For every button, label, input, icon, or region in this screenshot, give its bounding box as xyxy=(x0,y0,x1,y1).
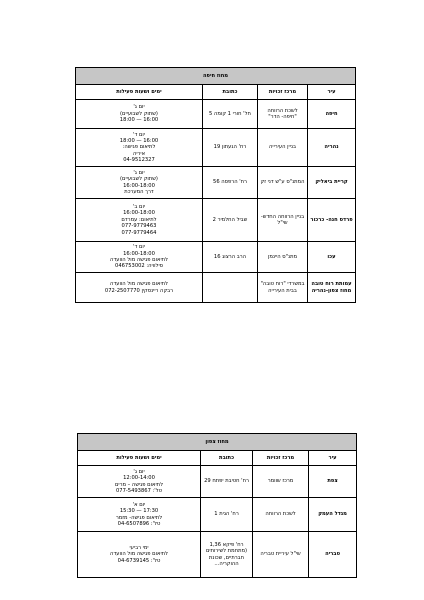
cell-address: הרב הרצוג 16 xyxy=(203,242,258,273)
cell-address: שביל החלמיר 2 xyxy=(203,199,258,242)
cell-address xyxy=(203,273,258,303)
cell-hours: יום ב' 16:00-18:00 לתיאום: עמרדם 077-9779463 077-9779464 xyxy=(76,199,203,242)
col-header-center: מרכז זכויות xyxy=(258,85,308,100)
cell-address: רח' חטיבת יפתח 29 xyxy=(201,466,253,498)
col-header-hours: ימים ושעות פעילות xyxy=(76,85,203,100)
cell-address: רח' הרפסה 56 xyxy=(203,167,258,199)
table-row xyxy=(76,167,356,199)
cell-center: שי"ל עיריית טבריה xyxy=(253,532,309,578)
cell-city: טבריה xyxy=(309,532,357,578)
cell-city: מגדל העמק xyxy=(309,498,357,532)
col-header-address: כתובת xyxy=(201,451,253,466)
north-district-table xyxy=(77,433,357,578)
col-header-hours: ימים ושעות פעילות xyxy=(78,451,201,466)
cell-hours: יום ג' (שתוק לשבועיים) 16:00 — 18:00 xyxy=(76,100,203,129)
cell-city: עמותת רוח טובה מחוז צפון-נהריה xyxy=(308,273,356,303)
table-row xyxy=(76,242,356,273)
table-row xyxy=(78,532,357,578)
table-row xyxy=(76,129,356,167)
cell-address: חל' חורי 1 קומה 5 xyxy=(203,100,258,129)
cell-city: צפת xyxy=(309,466,357,498)
table-row xyxy=(78,466,357,498)
cell-hours: יום א' 17:30 — 15:30 לתיאום פגישה- מזמר טל': 04-6507896 xyxy=(78,498,201,532)
cell-city: פרדס חנה- כרכור xyxy=(308,199,356,242)
cell-center: מרכז שוומר xyxy=(253,466,309,498)
cell-hours: יום ד' 16:00 — 18:00 לתיאום פגישה: איריה 04-9512327 xyxy=(76,129,203,167)
table-row xyxy=(78,498,357,532)
cell-address: רח' הגעתון 19 xyxy=(203,129,258,167)
cell-hours: יום ג' (שתוק לשבועיים) 16:00-18:00 דרך המערכת xyxy=(76,167,203,199)
cell-city: עכו xyxy=(308,242,356,273)
cell-address: רח' פיקא 1,36 (מתחמת לשירותים חברתיים, שכונת ההוקריה... xyxy=(201,532,253,578)
table-row xyxy=(76,273,356,303)
col-header-city: עיר xyxy=(308,85,356,100)
cell-hours: לתיאום פגישה מול הוועדה רבקה ריינסקין 072-2507770 xyxy=(76,273,203,303)
col-header-center: מרכז זכויות xyxy=(253,451,309,466)
cell-center: מתנ"ס היינמן xyxy=(258,242,308,273)
haifa-district-table xyxy=(75,67,356,303)
cell-city: קריית ביאליק xyxy=(308,167,356,199)
cell-center: המתנ"ס ע"ש דני זק xyxy=(258,167,308,199)
table-title: מחוז חיפה xyxy=(76,68,356,85)
cell-center: בניין הרווחה החדש- שי"ל xyxy=(258,199,308,242)
cell-center: לשכת הרווחה "חיפה- הדר" xyxy=(258,100,308,129)
cell-hours: ימי רביעי לתיאום פגישה מול הוועדה טל': 04-6739145 xyxy=(78,532,201,578)
table-row xyxy=(76,100,356,129)
table-row xyxy=(76,199,356,242)
cell-center: בניין העירייה xyxy=(258,129,308,167)
cell-hours: יום ד' 16:00-18:00 לתיאום פגישה מול הוועדה סילוויה: 046753002 xyxy=(76,242,203,273)
cell-center: במשרדי "רוח טובה" בבית העירייה xyxy=(258,273,308,303)
cell-address: רח' הגית 1 xyxy=(201,498,253,532)
col-header-address: כתובת xyxy=(203,85,258,100)
cell-center: לשכת הרווחה xyxy=(253,498,309,532)
cell-city: נהריה xyxy=(308,129,356,167)
table-title: מחוז צפון xyxy=(78,434,357,451)
cell-city: חיפה xyxy=(308,100,356,129)
col-header-city: עיר xyxy=(309,451,357,466)
cell-hours: יום ג' 12:00-14:00 לתיאום פגישה – מרים טל': 077-5493867 xyxy=(78,466,201,498)
